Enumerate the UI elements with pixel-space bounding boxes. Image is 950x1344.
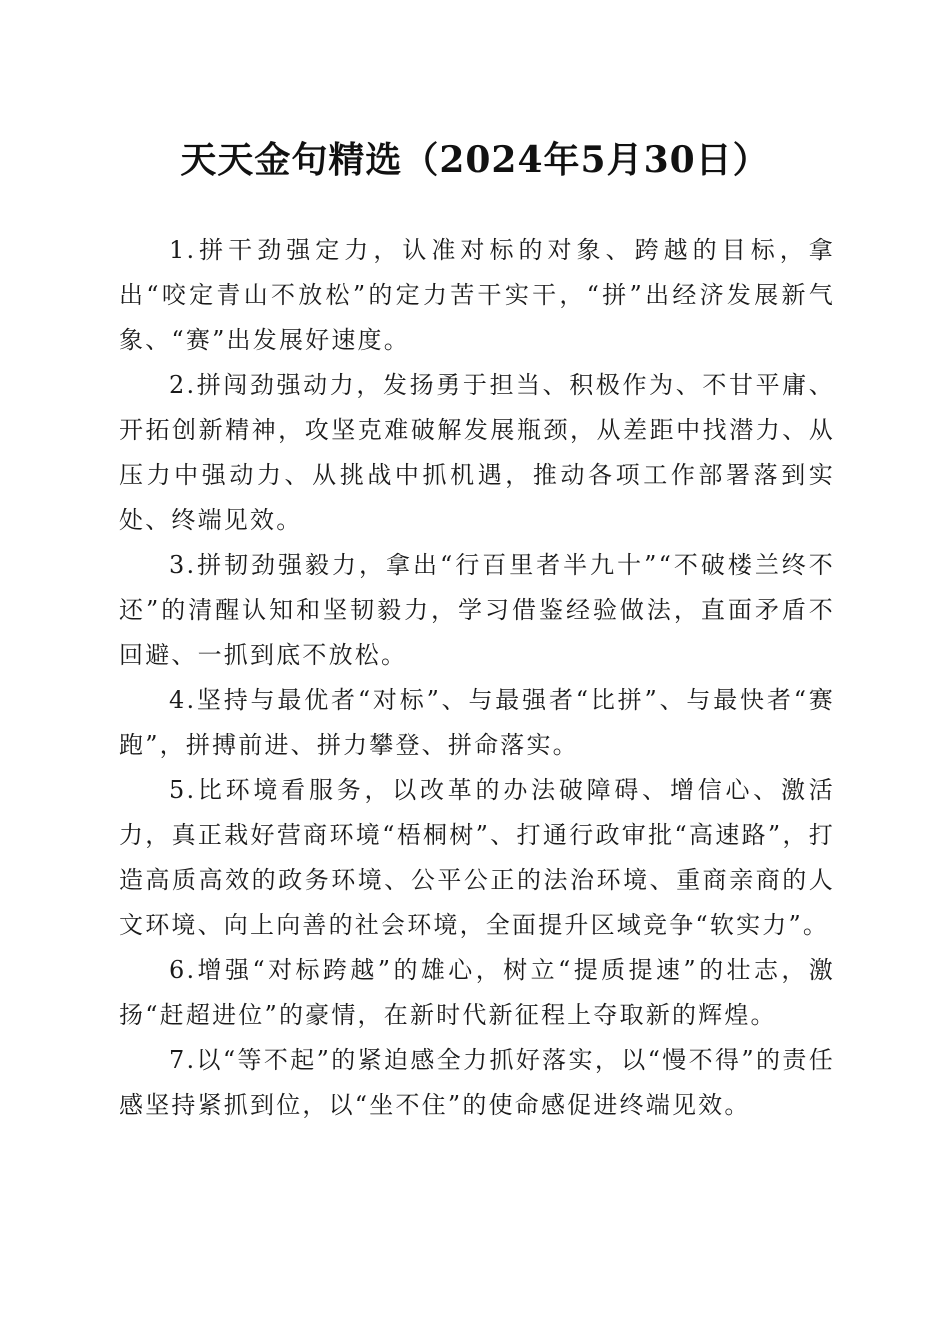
paragraph-3: 3.拼韧劲强毅力，拿出“行百里者半九十”“不破楼兰终不还”的清醒认知和坚韧毅力，学习借鉴经验做法，直面矛盾不回避、一抓到底不放松。 <box>119 551 835 669</box>
paragraph-7: 7.以“等不起”的紧迫感全力抓好落实，以“慢不得”的责任感坚持紧抓到位，以“坐不住”的使命感促进终端见效。 <box>119 1046 835 1119</box>
paragraph-5: 5.比环境看服务，以改革的办法破障碍、增信心、激活力，真正栽好营商环境“梧桐树”、打通行政审批“高速路”，打造高质高效的政务环境、公平公正的法治环境、重商亲商的人文环境、向上向善的社会环境，全面提升区域竞争“软实力”。 <box>119 776 835 939</box>
paragraph-6: 6.增强“对标跨越”的雄心，树立“提质提速”的壮志，激扬“赶超进位”的豪情，在新时代新征程上夺取新的辉煌。 <box>119 956 835 1029</box>
paragraph-1: 1.拼干劲强定力，认准对标的对象、跨越的目标，拿出“咬定青山不放松”的定力苦干实干，“拼”出经济发展新气象、“赛”出发展好速度。 <box>119 236 835 354</box>
document-body <box>119 228 835 1128</box>
document-title: 天天金句精选（2024年5月30日） <box>180 139 770 181</box>
paragraph-4: 4.坚持与最优者“对标”、与最强者“比拼”、与最快者“赛跑”，拼搏前进、拼力攀登、拼命落实。 <box>119 686 835 759</box>
paragraph-2: 2.拼闯劲强动力，发扬勇于担当、积极作为、不甘平庸、开拓创新精神，攻坚克难破解发展瓶颈，从差距中找潜力、从压力中强动力、从挑战中抓机遇，推动各项工作部署落到实处、终端见效。 <box>119 371 835 534</box>
